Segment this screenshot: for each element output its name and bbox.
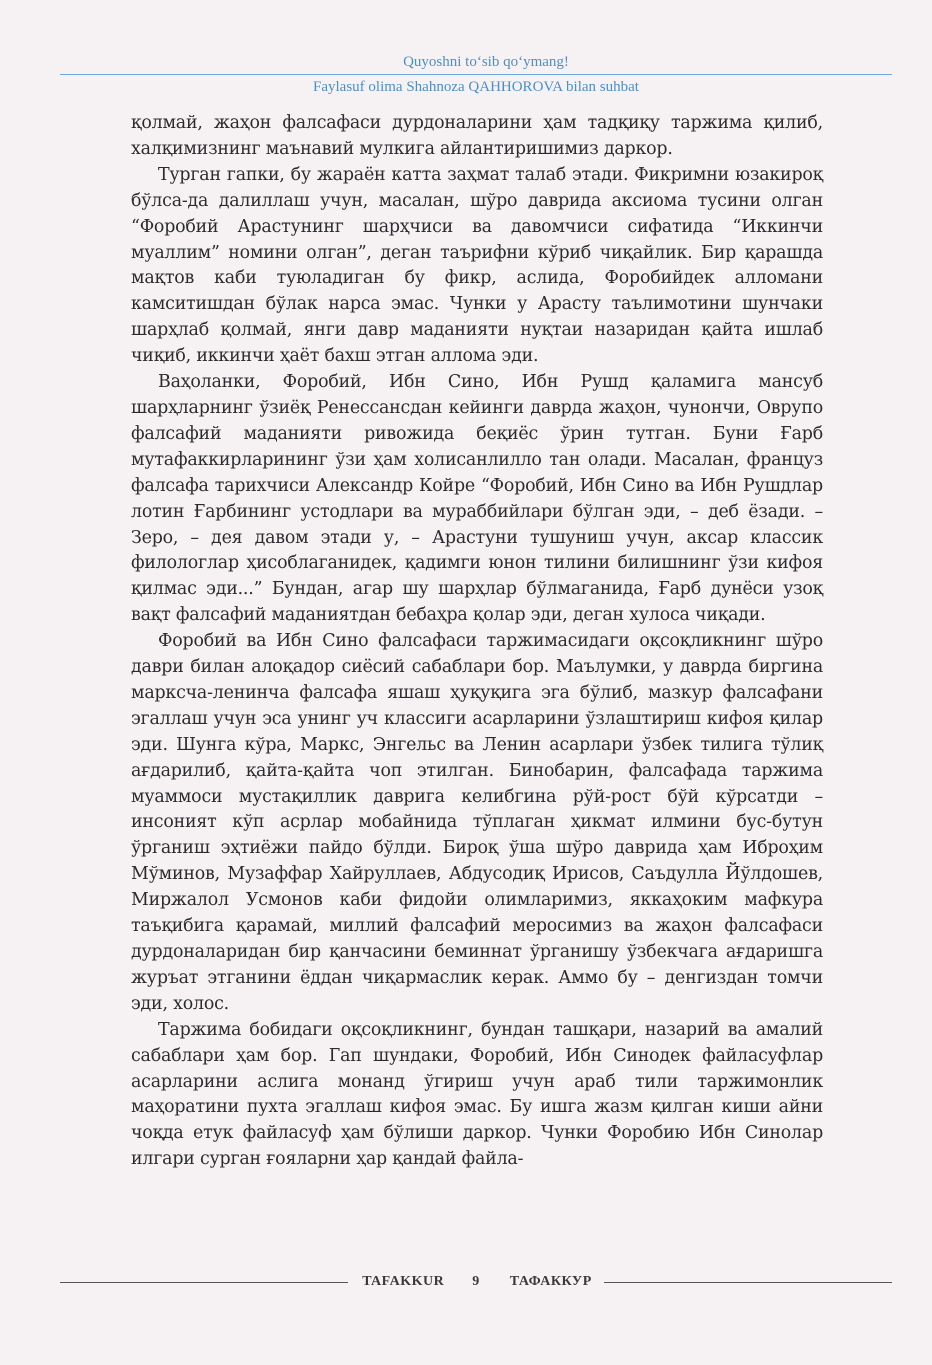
paragraph-5: Таржима бобидаги оқсоқликнинг, бундан ташқари, назарий ва амалий сабаблари ҳам бор. Гап шундаки, Форобий, Ибн Синодек файласуфлар асарларини аслига монанд ўгириш учун араб тили таржимонлик маҳоратини пухта эгаллаш кифоя эмас. Бу ишга жазм қилган киши айни чоқда етук файласуф ҳам бўлиши даркор. Чунки Форобию Ибн Синолар илгари сурган ғояларни ҳар қандай файла- <box>131 1019 823 1170</box>
page-number: 9 <box>472 1274 480 1289</box>
article-body <box>131 111 823 1173</box>
paragraph-4: Форобий ва Ибн Сино фалсафаси таржимасидаги оқсоқликнинг шўро даври билан алоқадор сиёсий сабаблари бор. Маълумки, у даврда биргина марксча-ленинча фалсафа яшаш ҳуқуқига эга бўлиб, мазкур фалсафани эгаллаш учун эса унинг уч классиги асарларини ўзлаштириш кифоя қилар эди. Шунга кўра, Маркс, Энгельс ва Ленин асарлари ўзбек тилига тўлиқ ағдарилиб, қайта-қайта чоп этилган. Бинобарин, фалсафада таржима муаммоси мустақиллик даврига келибгина рўй-рост бўй кўрсатди – инсоният кўп асрлар мобайнида тўплаган ҳикмат илмини бус-бутун ўрганиш эҳтиёжи пайдо бўлди. Бироқ ўша шўро даврида ҳам Иброҳим Мўминов, Музаффар Хайруллаев, Абдусодиқ Ирисов, Саъдулла Йўлдошев, Миржалол Усмонов каби фидойи олимларимиз, яккаҳоким мафкура таъқибига қарамай, миллий фалсафий меросимиз ва жаҳон фалсафаси дурдоналаридан бир қанчасини беминнат ўрганишу ўзбекчага ағдаришга журъат этганини ёддан чиқармаслик керак. Аммо бу – денгиздан томчи эди, холос. <box>131 631 823 1014</box>
paragraph-2: Турган гапки, бу жараён катта заҳмат талаб этади. Фикримни юзакироқ бўлса-да далиллаш учун, масалан, шўро даврида аксиома тусини олган “Форобий Арастунинг шарҳчиси ва давомчиси сифатида “Иккинчи муаллим” номини олган”, деган таърифни кўриб чиқайлик. Бир қарашда мақтов каби туюладиган бу фикр, аслида, Форобийдек алломани камситишдан бўлак нарса эмас. Чунки у Арасту таълимотини шунчаки шарҳлаб қолмай, янги давр маданияти нуқтаи назаридан қайта ишлаб чиқиб, иккинчи ҳаёт бахш этган аллома эди. <box>131 164 823 367</box>
footer-rule-left <box>60 1282 348 1283</box>
footer-label-cyrillic: ТАФАККУР <box>509 1274 592 1289</box>
footer-label-latin: TAFAKKUR <box>362 1274 445 1289</box>
header-rule <box>60 74 892 75</box>
header-title: Quyoshni to‘sib qo‘ymang! <box>403 54 569 70</box>
footer-rule-right <box>604 1282 892 1283</box>
paragraph-3: Ваҳоланки, Форобий, Ибн Сино, Ибн Рушд қаламига мансуб шарҳларнинг ўзиёқ Ренессансдан кейинги даврда жаҳон, чунончи, Оврупо фалсафий маданияти ривожида беқиёс ўрин тутган. Буни Ғарб мутафаккирларининг ўзи ҳам холисанлилло тан олади. Масалан, француз фалсафа тарихчиси Александр Койре “Форобий, Ибн Сино ва Ибн Рушдлар лотин Ғарбининг устодлари ва мураббийлари бўлган эди, – деб ёзади. – Зеро, – дея давом этади у, – Арастуни тушуниш учун, аксар классик филологлар ҳисоблаганидек, қадимги юнон тилини билишнинг ўзи кифоя қилмас эди...” Бундан, агар шу шарҳлар бўлмаганида, Ғарб дунёси узоқ вақт фалсафий маданиятдан бебаҳра қолар эди, деган хулоса чиқади. <box>131 372 823 626</box>
page-footer <box>60 1270 892 1294</box>
running-header <box>60 52 892 97</box>
header-subtitle: Faylasuf olima Shahnoza QAHHOROVA bilan suhbat <box>313 79 639 95</box>
paragraph-1: қолмай, жаҳон фалсафаси дурдоналарини ҳам тадқиқу таржима қилиб, халқимизнинг маънавий мулкига айлантиришимиз даркор. <box>131 113 823 159</box>
